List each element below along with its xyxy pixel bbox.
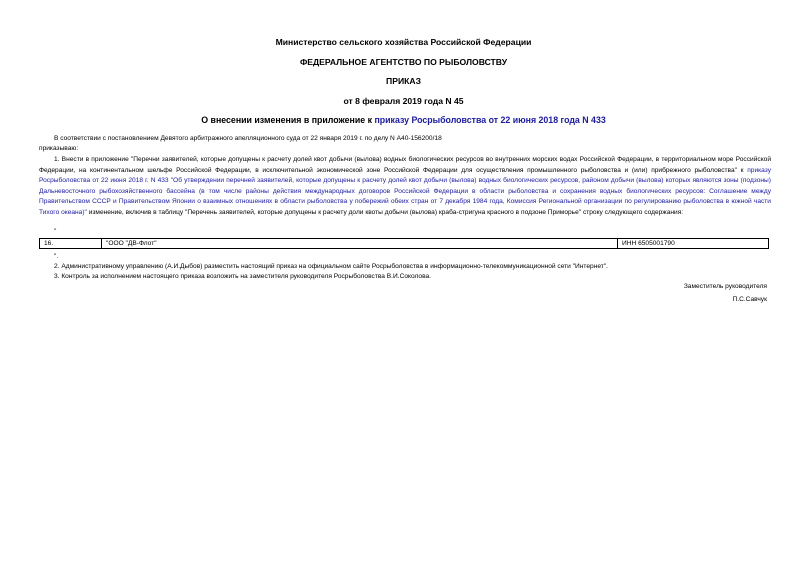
paragraph-3: 3. Контроль за исполнением настоящего приказа возложить на заместителя руководителя Росрыболовства В.И.Соколова.: [54, 273, 431, 280]
signature-position: Заместитель руководителя: [683, 283, 767, 290]
title-link[interactable]: приказу Росрыболовства от 22 июня 2018 года N 433: [374, 115, 606, 125]
order-433-link[interactable]: приказу Росрыболовства от 22 июня 2018 г. N 433 "Об утверждении перечней заявителей, которые допущены к расчету долей квот добычи (вылова) водных биологических ресурсов, районом добычи (вылова) которых являются зоны (подзоны) Дальневосточного рыбохозяйственного бассейна (в том числе районы действия международных договоров Российской Федерации в области рыболовства и сохранения водных биологических ресурсов: Соглашение между Правительством СССР и Правительством Японии о взаимных отношениях в области рыболовства у побережий обеих стран от 7 декабря 1984 года, Комиссия Региональной организации по регулированию рыболовства в южной части Тихого океана)": [39, 166, 771, 216]
agency-heading: ФЕДЕРАЛЬНОЕ АГЕНТСТВО ПО РЫБОЛОВСТВУ: [299, 57, 508, 67]
title-prefix: О внесении изменения в приложение к: [201, 115, 375, 125]
paragraph-1: [39, 155, 771, 219]
quote-close: ".: [54, 253, 59, 260]
paragraph-2: 2. Административному управлению (А.И.Дыбов) разместить настоящий приказ на официальном сайте Росрыболовства в информационно-телекоммуникационной сети "Интернет".: [54, 263, 608, 270]
order-word: приказываю:: [39, 145, 79, 152]
signature-name: П.С.Савчук: [732, 296, 767, 303]
quote-open: ": [54, 228, 57, 235]
paragraph-1-start: 1. Внести в приложение "Перечни заявителей, которые допущены к расчету долей квот добычи (вылова) водных биологических ресурсов во внутренних морских водах Российской Федерации, в территориальном море Российской Федерации, на континентальном шельфе Российской Федерации, в исключительной экономической зоне Российской Федерации для осуществления промышленного рыболовства и (или) прибрежного рыболовства" к: [39, 156, 771, 174]
row-number-cell: 16.: [40, 239, 102, 248]
paragraph-1-end: изменение, включив в таблицу "Перечень заявителей, которые допущены к расчету доли квоты добычи (вылова) краба-стригуна красного в подзоне Приморье" строку следующего содержания:: [86, 208, 684, 216]
inn-cell: ИНН 6505001790: [622, 240, 675, 247]
applicant-table-row: [39, 238, 769, 249]
doc-type-heading: ПРИКАЗ: [386, 76, 421, 86]
basis-text: В соответствии с постановлением Девятого арбитражного апелляционного суда от 22 января 2019 г. по делу N А40-156200/18: [54, 135, 442, 142]
document-title: [0, 115, 807, 125]
date-number: от 8 февраля 2019 года N 45: [343, 96, 464, 106]
company-cell: "ООО "ДВ-Флот": [102, 239, 618, 248]
ministry-heading: Министерство сельского хозяйства Российской Федерации: [275, 37, 532, 47]
